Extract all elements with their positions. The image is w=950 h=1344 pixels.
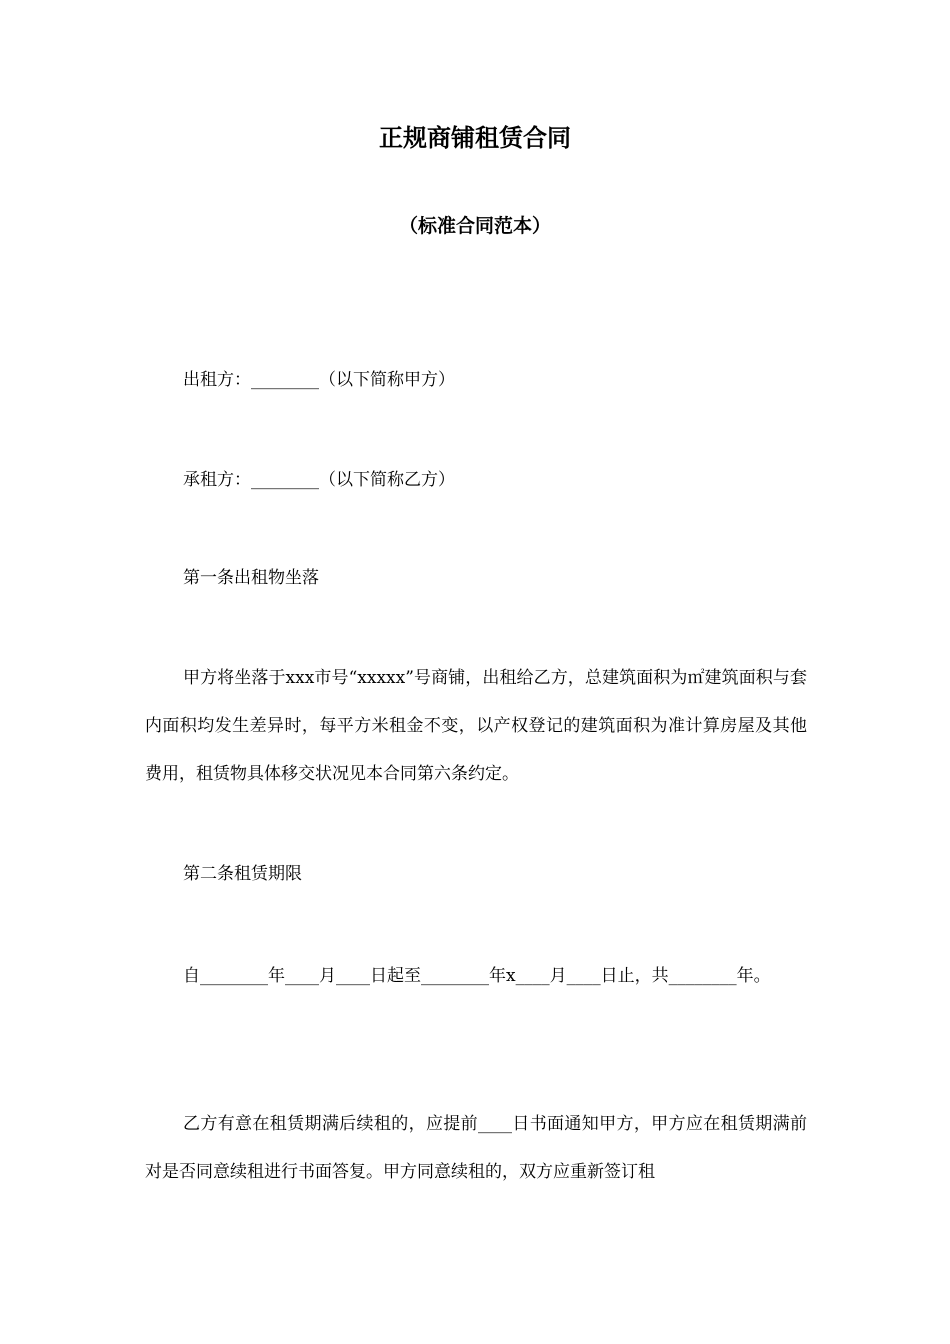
- document-subtitle: （标准合同范本）: [398, 215, 551, 237]
- article-1-body: 甲方将坐落于xxx市号“xxxxx”号商铺，出租给乙方，总建筑面积为㎡建筑面积与套内面积均发生差异时，每平方米租金不变，以产权登记的建筑面积为准计算房屋及其他费用，租赁物具体移交状况见本合同第六条约定。: [145, 668, 807, 784]
- renewal-paragraph: 乙方有意在租赁期满后续租的，应提前____日书面通知甲方，甲方应在租赁期满前对是否同意续租进行书面答复。甲方同意续租的，双方应重新签订租: [145, 1114, 807, 1182]
- lease-term-paragraph: 自________年____月____日起至________年x____月____日止，共________年。: [183, 966, 771, 986]
- article-2-heading: 第二条租赁期限: [183, 864, 302, 884]
- article-1-heading: 第一条出租物坐落: [183, 568, 319, 588]
- lessor-line: 出租方：________（以下简称甲方）: [183, 370, 455, 390]
- lessee-line: 承租方：________（以下简称乙方）: [183, 470, 455, 490]
- document-title: 正规商铺租赁合同: [379, 124, 571, 152]
